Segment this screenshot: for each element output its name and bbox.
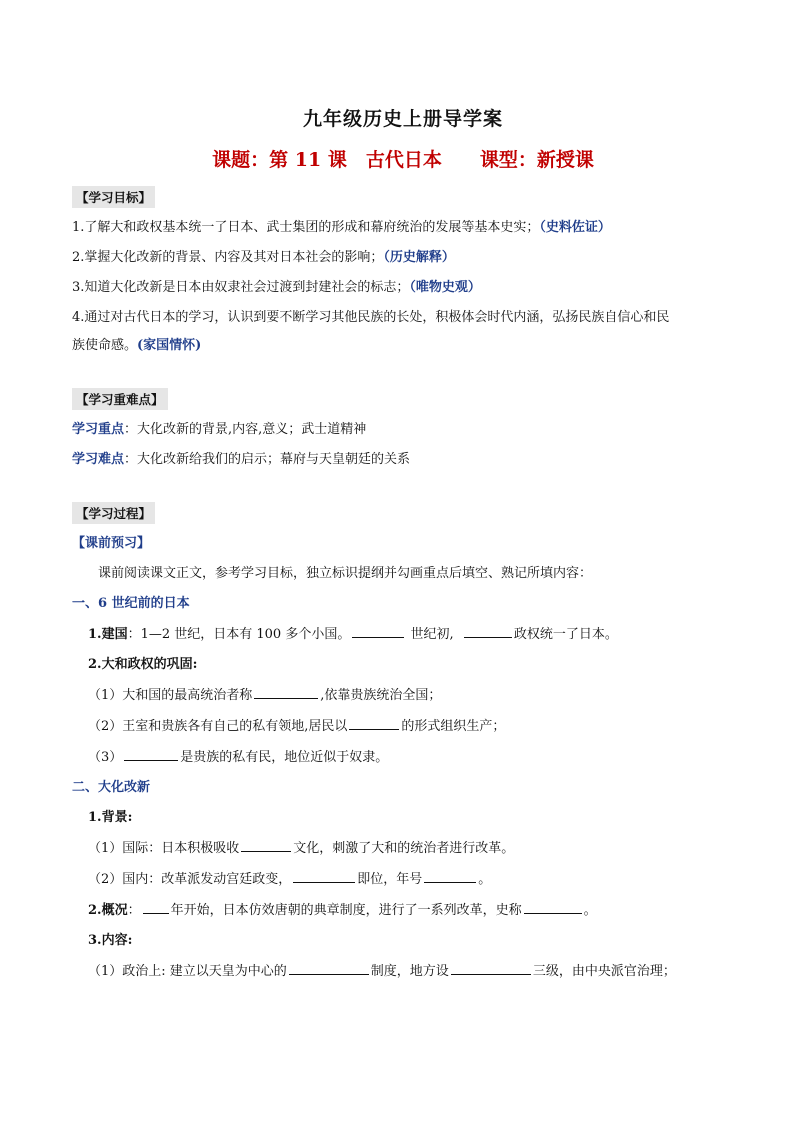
item-text: ,依靠贵族统治全国；: [320, 688, 442, 703]
item-text: ：: [127, 903, 141, 918]
content-title: 3.内容:: [88, 933, 133, 948]
fill-blank[interactable]: [289, 961, 369, 975]
fill-blank[interactable]: [524, 900, 582, 914]
difficulty-label: 学习难点: [72, 452, 125, 467]
background-item: [72, 869, 734, 890]
founding-text: ：1—2 世纪，日本有 100 多个小国。: [127, 627, 351, 642]
preview-label: 【课前预习】: [72, 536, 151, 551]
consolidation-item: [72, 716, 734, 737]
founding-text: 政权统一了日本。: [513, 627, 618, 642]
objective-tag: （历史解释）: [383, 250, 455, 265]
item-text: （1）国际：日本积极吸收: [88, 841, 240, 856]
founding-title: 1.建国: [88, 627, 128, 642]
objective-text: 3.知道大化改新是日本由奴隶社会过渡到封建社会的标志；: [72, 280, 410, 295]
item-text: 制度，地方设: [370, 964, 449, 979]
fill-blank[interactable]: [349, 716, 399, 730]
process-label: 【学习过程】: [72, 502, 155, 524]
item-text: 即位，年号: [357, 872, 423, 887]
objective-tag: （史料佐证）: [539, 220, 611, 235]
content-item: [72, 961, 734, 982]
key-points-section: [72, 388, 734, 470]
fill-blank[interactable]: [464, 624, 512, 638]
fill-blank[interactable]: [143, 900, 169, 914]
process-section: [72, 502, 734, 982]
fill-blank[interactable]: [241, 838, 291, 852]
item-text: （1）政治上: 建立以天皇为中心的: [88, 964, 287, 979]
consolidation-item: [72, 685, 734, 706]
objective-text: 1.了解大和政权基本统一了日本、武士集团的形成和幕府统治的发展等基本史实；: [72, 220, 540, 235]
objective-item: [72, 278, 734, 298]
item-text: 的形式组织生产；: [401, 719, 506, 734]
section-heading-1: 一、6 世纪前的日本: [72, 596, 190, 611]
fill-blank[interactable]: [124, 747, 178, 761]
background-item: [72, 838, 734, 859]
objective-item: [72, 218, 734, 238]
focus-text: ：大化改新的背景,内容,意义；武士道精神: [124, 422, 367, 437]
item-text: 。: [583, 903, 597, 918]
founding-line: [72, 624, 734, 645]
item-text: （1）大和国的最高统治者称: [88, 688, 253, 703]
overview-title: 2.概况: [88, 903, 128, 918]
item-text: 年开始，日本仿效唐朝的典章制度，进行了一系列改革，史称: [170, 903, 522, 918]
objective-item: [72, 308, 734, 356]
item-text: 是贵族的私有民，地位近似于奴隶。: [180, 750, 389, 765]
founding-text: 世纪初,: [410, 627, 454, 642]
fill-blank[interactable]: [352, 624, 404, 638]
overview-line: [72, 900, 734, 921]
objectives-section: [72, 186, 734, 356]
page-title: 九年级历史上册导学案: [302, 108, 503, 130]
objective-text: 族使命感。: [72, 338, 138, 353]
item-text: （2）王室和贵族各有自己的私有领地,居民以: [88, 719, 348, 734]
objective-tag: (家国情怀): [137, 338, 202, 353]
focus-label: 学习重点: [72, 422, 125, 437]
preview-intro: 课前阅读课文正文，参考学习目标，独立标识提纲并勾画重点后填空、熟记所填内容：: [98, 566, 593, 581]
key-points-label: 【学习重难点】: [72, 388, 168, 410]
background-title: 1.背景:: [88, 810, 133, 825]
focus-line: [72, 420, 734, 440]
fill-blank[interactable]: [424, 869, 476, 883]
section-heading-2: 二、大化改新: [72, 780, 151, 795]
consolidation-title: 2.大和政权的巩固:: [88, 657, 198, 672]
lesson-subtitle: 课题：第 11 课 古代日本 课型：新授课: [212, 149, 594, 171]
item-text: （3）: [88, 750, 123, 765]
objectives-label: 【学习目标】: [72, 186, 155, 208]
fill-blank[interactable]: [451, 961, 531, 975]
difficulty-line: [72, 450, 734, 470]
objective-text: 4.通过对古代日本的学习，认识到要不断学习其他民族的长处，积极体会时代内涵，弘扬民族自信心和民: [72, 310, 670, 325]
item-text: 。: [478, 872, 492, 887]
fill-blank[interactable]: [293, 869, 355, 883]
item-text: 三级，由中央派官治理；: [532, 964, 676, 979]
item-text: 文化，刺激了大和的统治者进行改革。: [293, 841, 515, 856]
fill-blank[interactable]: [254, 685, 318, 699]
item-text: （2）国内：改革派发动宫廷政变，: [88, 872, 292, 887]
objective-item: [72, 248, 734, 268]
objective-text: 2.掌握大化改新的背景、内容及其对日本社会的影响；: [72, 250, 384, 265]
objective-tag: （唯物史观）: [409, 280, 481, 295]
difficulty-text: ：大化改新给我们的启示；幕府与天皇朝廷的关系: [124, 452, 411, 467]
consolidation-item: [72, 747, 734, 768]
